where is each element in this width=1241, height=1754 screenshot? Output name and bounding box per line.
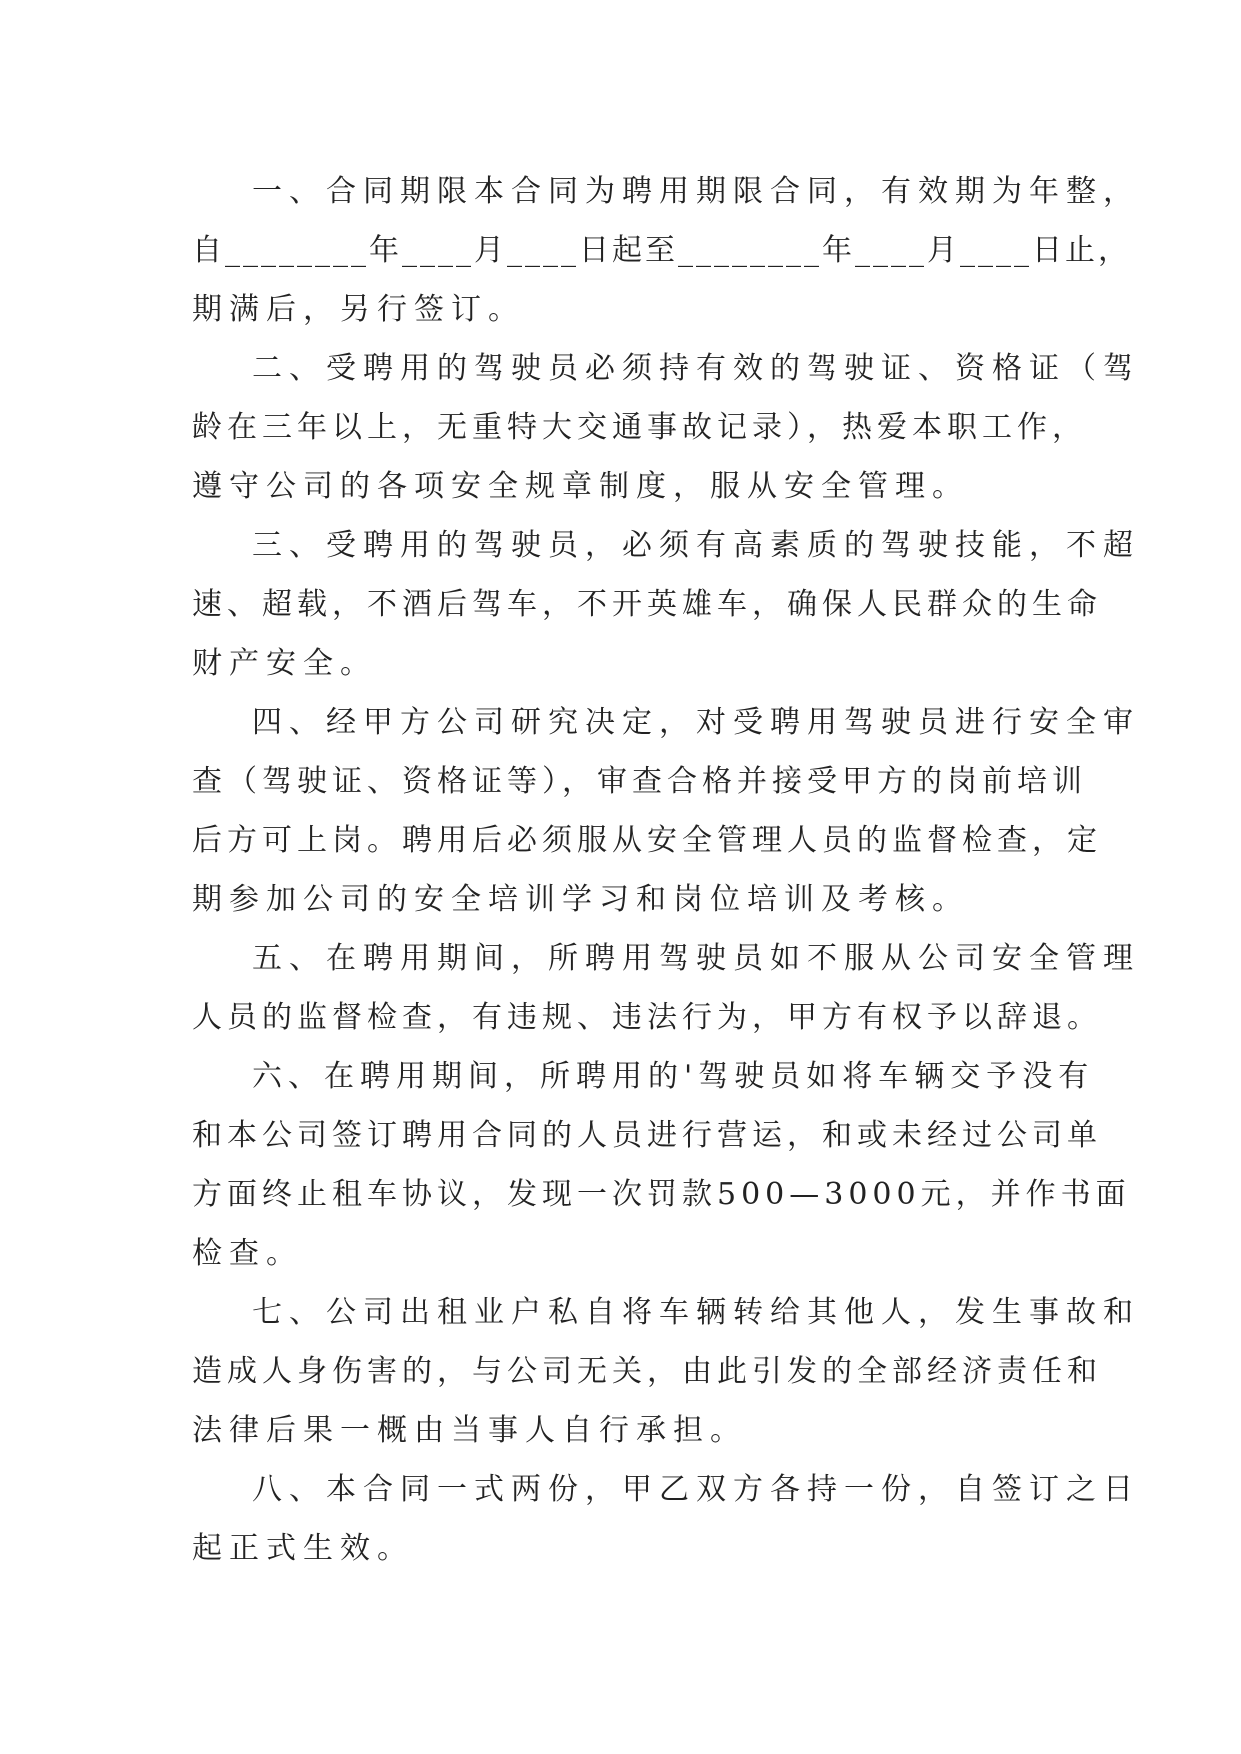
clause-1-line-2: 自________年____月____日起至________年____月____日止， <box>192 233 1131 268</box>
clause-4-line-4: 期参加公司的安全培训学习和岗位培训及考核。 <box>192 882 969 917</box>
clause-8-line-2: 起正式生效。 <box>192 1531 414 1566</box>
clause-5-line-1: 五、在聘用期间，所聘用驾驶员如不服从公司安全管理 <box>252 941 1140 976</box>
clause-3-line-2: 速、超载，不酒后驾车，不开英雄车，确保人民群众的生命 <box>192 587 1102 622</box>
clause-3-line-1: 三、受聘用的驾驶员，必须有高素质的驾驶技能，不超 <box>252 528 1140 563</box>
clause-4-line-1: 四、经甲方公司研究决定，对受聘用驾驶员进行安全审 <box>252 705 1140 740</box>
clause-1-line-3: 期满后，另行签订。 <box>192 292 525 327</box>
clause-7-line-1: 七、公司出租业户私自将车辆转给其他人，发生事故和 <box>252 1295 1140 1330</box>
clause-4 <box>192 693 1140 929</box>
clause-3 <box>192 516 1140 693</box>
clause-2 <box>192 339 1140 516</box>
clause-1 <box>192 162 1140 339</box>
clause-8-line-1: 八、本合同一式两份，甲乙双方各持一份，自签订之日 <box>252 1472 1140 1507</box>
clause-6-line-4: 检查。 <box>192 1236 303 1271</box>
clause-7-line-3: 法律后果一概由当事人自行承担。 <box>192 1413 747 1448</box>
clause-6-line-3: 方面终止租车协议，发现一次罚款500—3000元，并作书面 <box>192 1177 1131 1212</box>
clause-2-line-1: 二、受聘用的驾驶员必须持有效的驾驶证、资格证（驾 <box>252 351 1140 386</box>
clause-5-line-2: 人员的监督检查，有违规、违法行为，甲方有权予以辞退。 <box>192 1000 1102 1035</box>
clause-1-line-1: 一、合同期限本合同为聘用期限合同，有效期为年整， <box>252 174 1140 209</box>
clause-6-line-1: 六、在聘用期间，所聘用的'驾驶员如将车辆交予没有 <box>252 1059 1095 1094</box>
clause-7 <box>192 1283 1140 1460</box>
clause-6-line-2: 和本公司签订聘用合同的人员进行营运，和或未经过公司单 <box>192 1118 1102 1153</box>
clause-4-line-3: 后方可上岗。聘用后必须服从安全管理人员的监督检查，定 <box>192 823 1102 858</box>
clause-3-line-3: 财产安全。 <box>192 646 377 681</box>
clause-2-line-3: 遵守公司的各项安全规章制度，服从安全管理。 <box>192 469 969 504</box>
clause-7-line-2: 造成人身伤害的，与公司无关，由此引发的全部经济责任和 <box>192 1354 1102 1389</box>
clause-5 <box>192 929 1140 1047</box>
clause-6 <box>192 1047 1131 1283</box>
clause-4-line-2: 查（驾驶证、资格证等），审查合格并接受甲方的岗前培训 <box>192 764 1087 799</box>
clause-8 <box>192 1460 1140 1578</box>
contract-body <box>192 162 1140 1578</box>
clause-2-line-2: 龄在三年以上，无重特大交通事故记录），热爱本职工作， <box>192 410 1087 445</box>
